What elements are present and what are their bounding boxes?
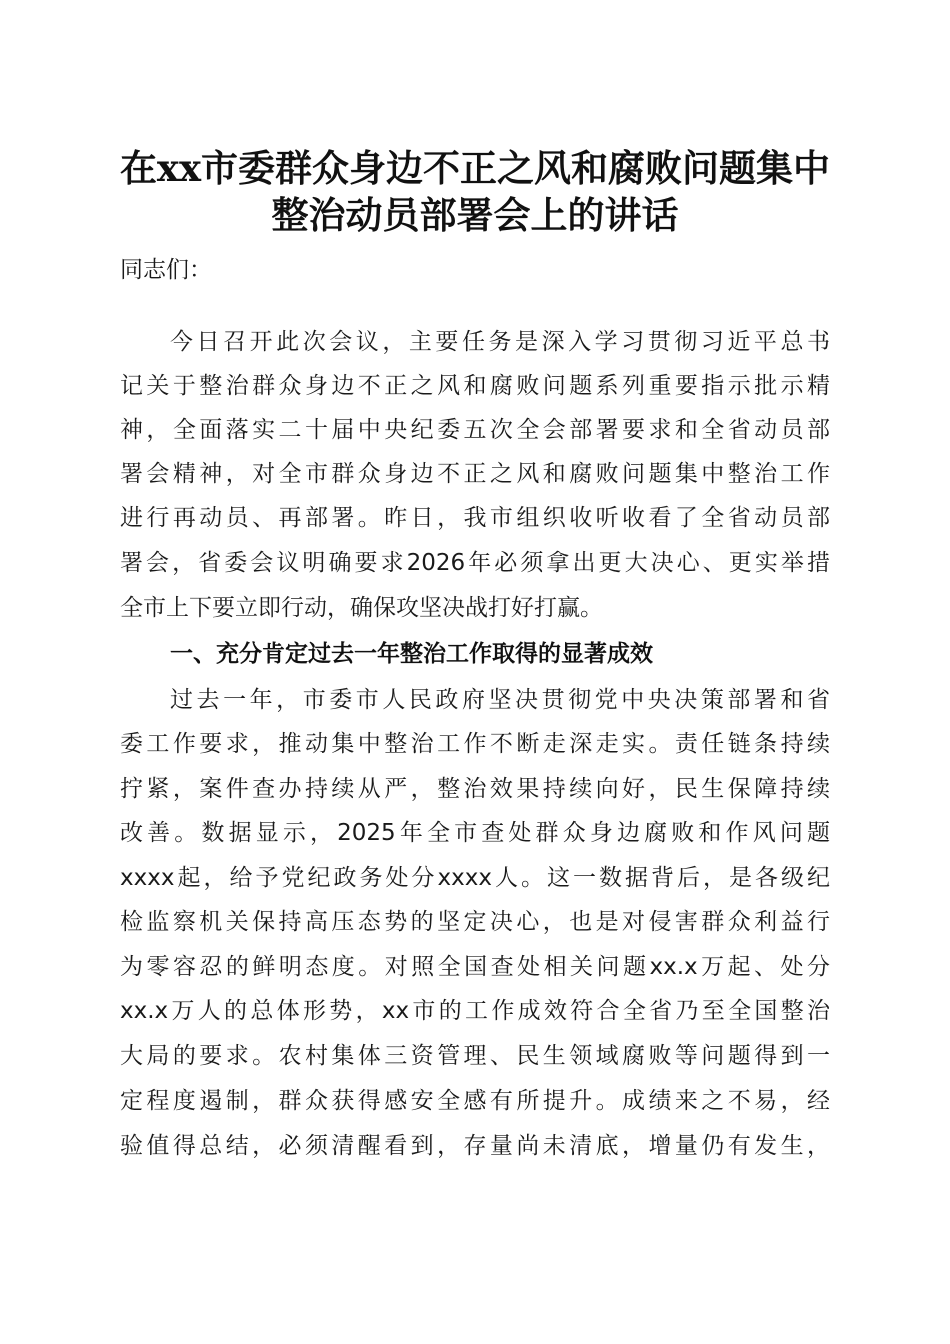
paragraph-2-line: 为零容忍的鲜明态度。对照全国查处相关问题xx.x万起、处分 [120, 954, 830, 980]
document-title-line-1: 在xx市委群众身边不正之风和腐败问题集中 [119, 146, 831, 190]
paragraph-1-line: 今日召开此次会议，主要任务是深入学习贯彻习近平总书 [170, 329, 830, 355]
paragraph-2-line: 过去一年，市委市人民政府坚决贯彻党中央决策部署和省 [170, 687, 830, 713]
paragraph-1-line: 署会精神，对全市群众身边不正之风和腐败问题集中整治工作 [120, 461, 830, 487]
paragraph-2-line: 定程度遏制，群众获得感安全感有所提升。成绩来之不易，经 [120, 1088, 830, 1114]
paragraph-1-line: 进行再动员、再部署。昨日，我市组织收听收看了全省动员部 [120, 505, 830, 531]
document-title-line-2: 整治动员部署会上的讲话 [271, 193, 679, 237]
paragraph-2-line: 大局的要求。农村集体三资管理、民生领域腐败等问题得到一 [120, 1043, 830, 1069]
paragraph-1-line: 全市上下要立即行动，确保攻坚决战打好打赢。 [120, 595, 603, 621]
salutation: 同志们： [120, 257, 212, 283]
paragraph-1-line: 署会，省委会议明确要求2026年必须拿出更大决心、更实举措 [120, 550, 830, 576]
paragraph-2-line: 检监察机关保持高压态势的坚定决心，也是对侵害群众利益行 [120, 909, 830, 935]
paragraph-2-line: 验值得总结，必须清醒看到，存量尚未清底，增量仍有发生， [120, 1133, 830, 1159]
paragraph-1-line: 神，全面落实二十届中央纪委五次全会部署要求和全省动员部 [120, 417, 830, 443]
paragraph-2-line: xx.x万人的总体形势，xx市的工作成效符合全省乃至全国整治 [120, 998, 830, 1024]
paragraph-2-line: 委工作要求，推动集中整治工作不断走深走实。责任链条持续 [120, 731, 830, 757]
paragraph-2-line: 改善。数据显示，2025年全市查处群众身边腐败和作风问题 [120, 820, 830, 846]
paragraph-2-line: 拧紧，案件查办持续从严，整治效果持续向好，民生保障持续 [120, 776, 830, 802]
section-1-heading: 一、充分肯定过去一年整治工作取得的显著成效 [170, 641, 653, 667]
paragraph-1-line: 记关于整治群众身边不正之风和腐败问题系列重要指示批示精 [120, 373, 830, 399]
paragraph-2-line: xxxx起，给予党纪政务处分xxxx人。这一数据背后，是各级纪 [120, 865, 830, 891]
